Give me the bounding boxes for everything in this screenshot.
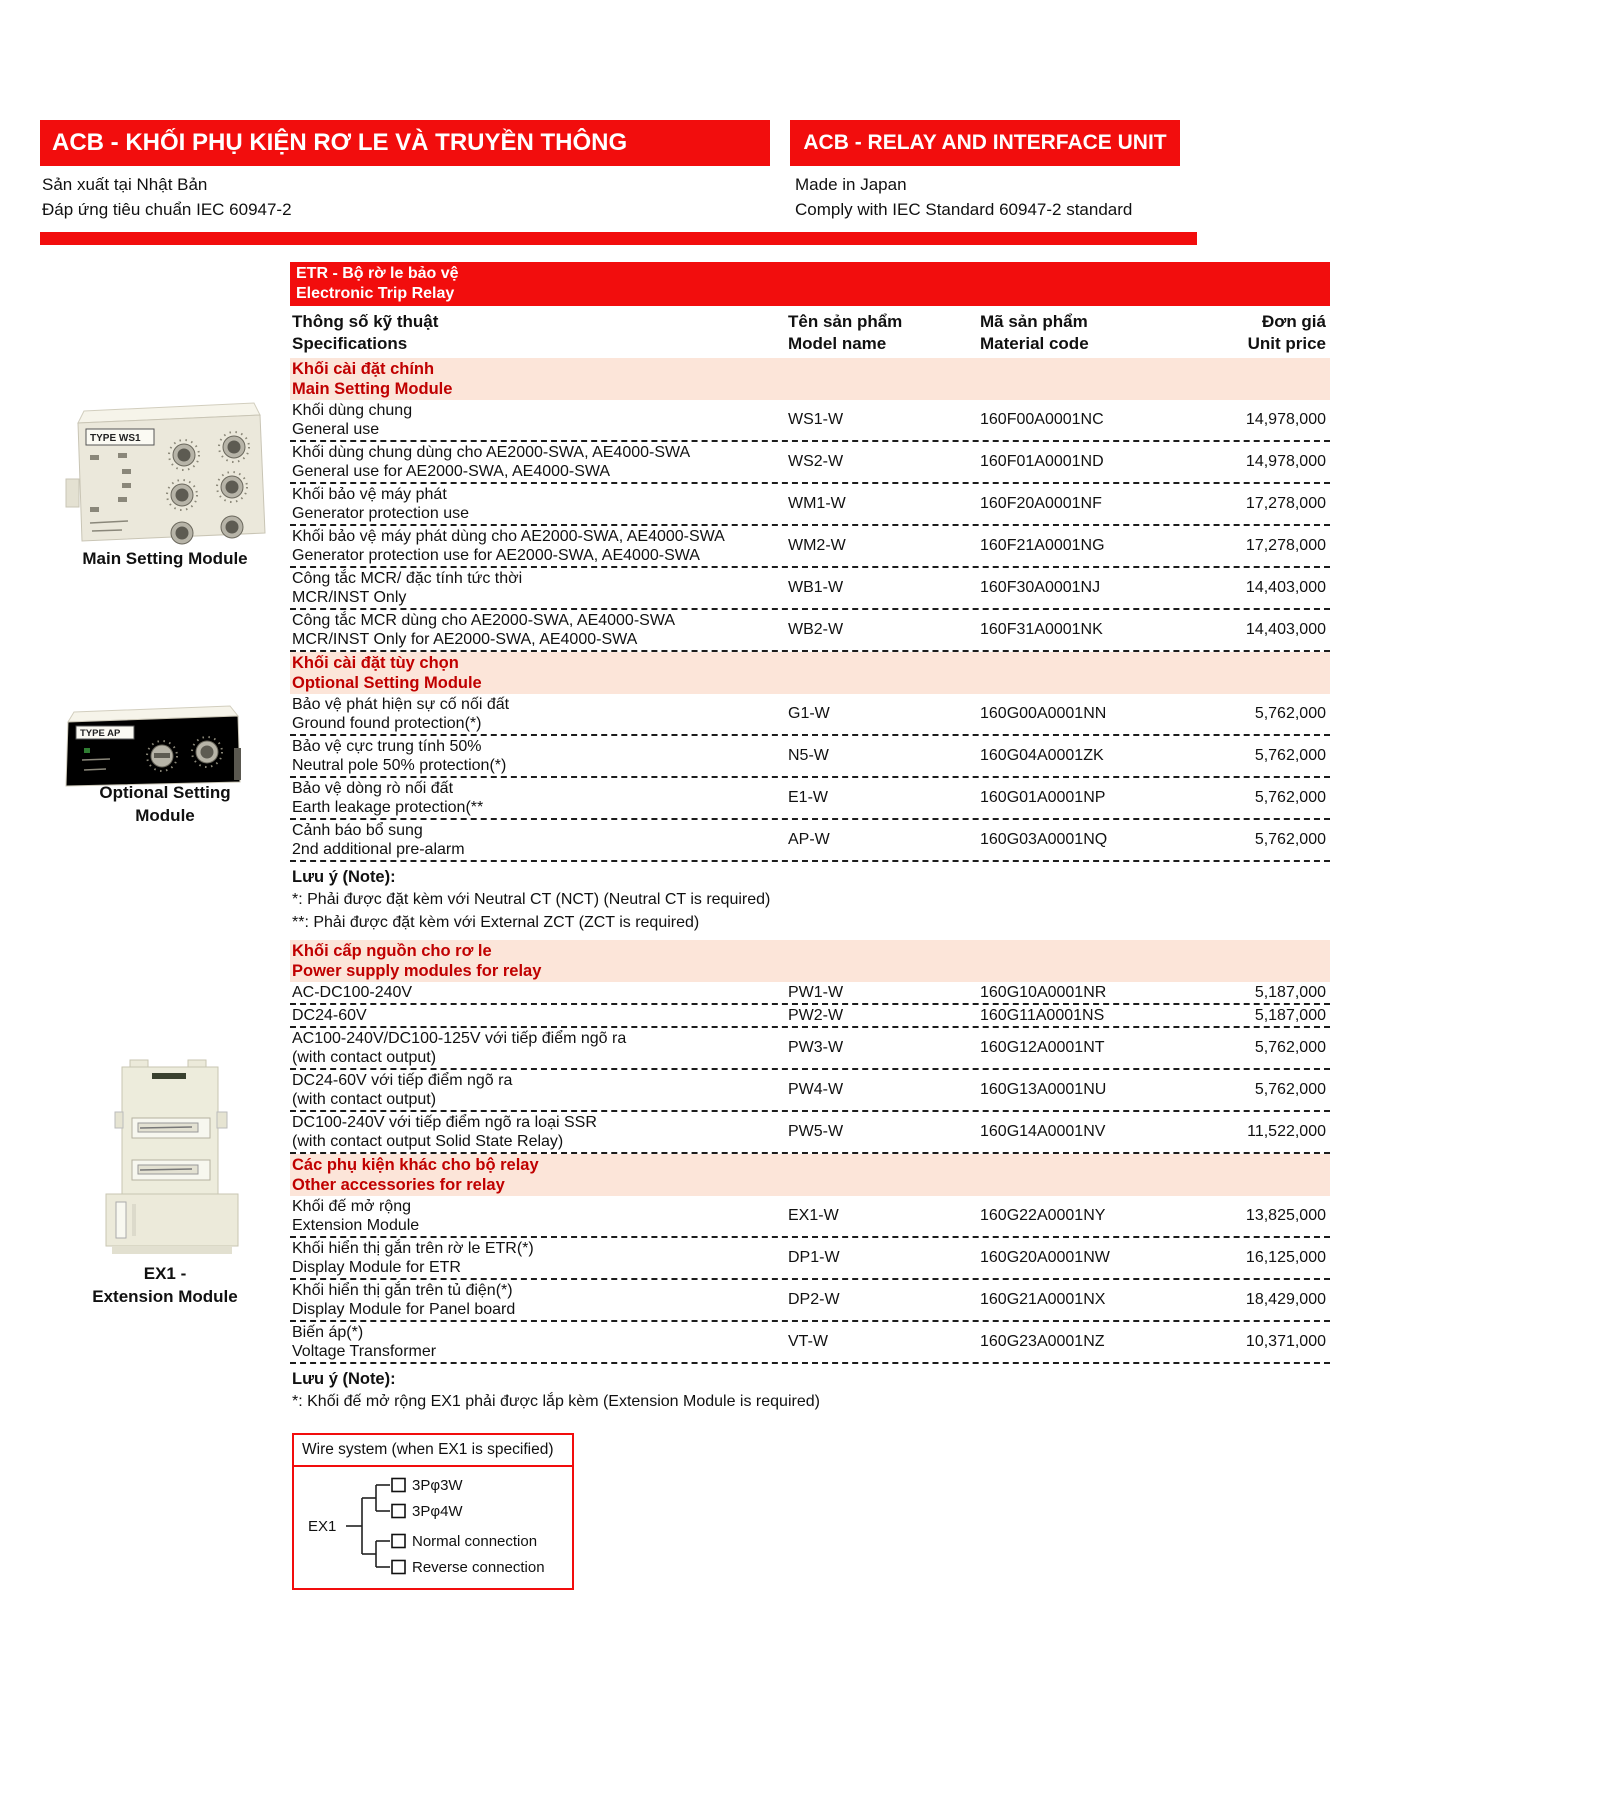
note-line: *: Khối đế mở rộng EX1 phải được lắp kèm (Extension Module is required) bbox=[292, 1393, 820, 1410]
wire-option-label: 3Pφ3W bbox=[412, 1477, 463, 1494]
spec-en: MCR/INST Only bbox=[292, 589, 407, 606]
table-row bbox=[290, 1112, 1330, 1154]
spec-en: General use for AE2000-SWA, AE4000-SWA bbox=[292, 463, 611, 480]
unit-price: 14,978,000 bbox=[1245, 453, 1326, 470]
red-divider-rule bbox=[40, 232, 1197, 245]
unit-price: 17,278,000 bbox=[1245, 495, 1326, 512]
spec-vi: Cảnh báo bổ sung bbox=[292, 822, 423, 839]
model-name: PW2-W bbox=[788, 1006, 844, 1024]
main-setting-module-photo bbox=[62, 383, 274, 550]
optional-setting-module-image bbox=[62, 690, 244, 790]
spec-en: 2nd additional pre-alarm bbox=[292, 841, 465, 858]
model-name: EX1-W bbox=[788, 1207, 839, 1224]
spec-vi: Khối đế mở rộng bbox=[292, 1198, 411, 1215]
unit-price: 11,522,000 bbox=[1247, 1123, 1326, 1140]
spec-vi: Khối bảo vệ máy phát bbox=[292, 486, 447, 503]
spec-vi: AC-DC100-240V bbox=[292, 984, 413, 1001]
unit-price: 16,125,000 bbox=[1245, 1249, 1326, 1266]
table-row bbox=[290, 484, 1330, 526]
header-left-banner bbox=[40, 120, 770, 166]
wire-system-diagram bbox=[292, 1433, 574, 1590]
etr-banner-en: Electronic Trip Relay bbox=[296, 285, 455, 302]
model-name: WS1-W bbox=[788, 411, 844, 428]
model-name: VT-W bbox=[788, 1333, 828, 1350]
wire-option-label: Reverse connection bbox=[412, 1559, 545, 1576]
spec-vi: Công tắc MCR dùng cho AE2000-SWA, AE4000-SWA bbox=[292, 612, 676, 629]
etr-banner-vi: ETR - Bộ rờ le bảo vệ bbox=[296, 265, 459, 282]
wire-root-label: EX1 bbox=[308, 1518, 337, 1535]
table-row bbox=[290, 1028, 1330, 1070]
note-title: Lưu ý (Note): bbox=[292, 1370, 396, 1388]
wire-system-tree bbox=[294, 1467, 571, 1583]
table-row bbox=[290, 568, 1330, 610]
unit-price: 13,825,000 bbox=[1245, 1207, 1326, 1224]
material-code: 160G04A0001ZK bbox=[980, 747, 1104, 764]
spec-vi: Khối hiển thị gắn trên tủ điện(*) bbox=[292, 1282, 513, 1299]
checkbox-icon bbox=[392, 1561, 405, 1574]
spec-vi: Biến áp(*) bbox=[292, 1324, 364, 1341]
material-code: 160G03A0001NQ bbox=[980, 831, 1108, 848]
material-code: 160G23A0001NZ bbox=[980, 1333, 1105, 1350]
col-spec-en: Specifications bbox=[292, 334, 408, 353]
model-name: WM2-W bbox=[788, 537, 846, 554]
note-title: Lưu ý (Note): bbox=[292, 868, 396, 886]
spec-en: (with contact output) bbox=[292, 1049, 437, 1066]
table-row bbox=[290, 820, 1330, 862]
spec-en: Neutral pole 50% protection(*) bbox=[292, 757, 507, 774]
caption-ex1-extension-module: EX1 - Extension Module bbox=[92, 1264, 238, 1306]
table-row bbox=[290, 442, 1330, 484]
caption-main-setting-module: Main Setting Module bbox=[82, 549, 248, 568]
col-model-vi: Tên sản phẩm bbox=[788, 312, 903, 331]
table-row bbox=[290, 778, 1330, 820]
material-code: 160G12A0001NT bbox=[980, 1039, 1105, 1056]
col-code-en: Material code bbox=[980, 334, 1089, 353]
material-code: 160G11A0001NS bbox=[980, 1006, 1105, 1024]
note-block-optional bbox=[290, 862, 1330, 940]
module-type-label: TYPE AP bbox=[80, 728, 121, 739]
section-header-power-supply: Khối cấp nguồn cho rơ le Power supply modules for relay bbox=[290, 940, 1330, 982]
model-name: WM1-W bbox=[788, 495, 846, 512]
table-row bbox=[290, 694, 1330, 736]
spec-vi: DC100-240V với tiếp điểm ngõ ra loại SSR bbox=[292, 1114, 597, 1131]
standard-vi: Đáp ứng tiêu chuẩn IEC 60947-2 bbox=[42, 200, 292, 219]
spec-vi: Khối hiển thị gắn trên rờ le ETR(*) bbox=[292, 1240, 534, 1257]
unit-price: 14,978,000 bbox=[1245, 411, 1326, 428]
column-header-row bbox=[290, 306, 1330, 358]
spec-en: Voltage Transformer bbox=[292, 1343, 437, 1360]
spec-vi: Bảo vệ dòng rò nối đất bbox=[292, 780, 454, 797]
unit-price: 10,371,000 bbox=[1245, 1333, 1326, 1350]
spec-en: Generator protection use for AE2000-SWA, AE4000-SWA bbox=[292, 547, 700, 564]
material-code: 160G00A0001NN bbox=[980, 705, 1107, 722]
table-row bbox=[290, 610, 1330, 652]
etr-price-table bbox=[290, 262, 1330, 1590]
unit-price: 5,762,000 bbox=[1254, 789, 1326, 806]
unit-price: 14,403,000 bbox=[1245, 621, 1326, 638]
spec-en: Display Module for ETR bbox=[292, 1259, 461, 1276]
model-name: N5-W bbox=[788, 747, 829, 764]
spec-en: Earth leakage protection(** bbox=[292, 799, 484, 816]
table-row bbox=[290, 400, 1330, 442]
note-line: **: Phải được đặt kèm với External ZCT (ZCT is required) bbox=[292, 914, 700, 931]
table-row bbox=[290, 1280, 1330, 1322]
optional-setting-module-photo bbox=[62, 690, 244, 795]
spec-en: (with contact output Solid State Relay) bbox=[292, 1133, 564, 1150]
unit-price: 5,762,000 bbox=[1254, 747, 1326, 764]
ex1-extension-module-image bbox=[92, 1052, 252, 1258]
table-row bbox=[290, 736, 1330, 778]
model-name: DP1-W bbox=[788, 1249, 840, 1266]
table-row bbox=[290, 1322, 1330, 1364]
unit-price: 5,187,000 bbox=[1254, 1006, 1326, 1024]
page-title-en: ACB - RELAY AND INTERFACE UNIT bbox=[803, 131, 1167, 154]
spec-vi: Công tắc MCR/ đặc tính tức thời bbox=[292, 570, 523, 587]
wire-system-title: Wire system (when EX1 is specified) bbox=[294, 1435, 572, 1467]
material-code: 160G22A0001NY bbox=[980, 1207, 1106, 1224]
model-name: PW1-W bbox=[788, 983, 844, 1001]
section-header-other-accessories: Các phụ kiện khác cho bộ relay Other accessories for relay bbox=[290, 1154, 1330, 1196]
unit-price: 5,762,000 bbox=[1254, 705, 1326, 722]
note-block-accessories bbox=[290, 1364, 1330, 1419]
material-code: 160G14A0001NV bbox=[980, 1123, 1106, 1140]
material-code: 160G20A0001NW bbox=[980, 1249, 1110, 1266]
unit-price: 5,762,000 bbox=[1254, 1081, 1326, 1098]
model-name: G1-W bbox=[788, 705, 830, 722]
made-in-en: Made in Japan bbox=[795, 175, 907, 194]
col-price-vi: Đơn giá bbox=[1261, 312, 1326, 331]
ex1-extension-module-photo bbox=[92, 1052, 252, 1263]
model-name: DP2-W bbox=[788, 1291, 840, 1308]
spec-en: Display Module for Panel board bbox=[292, 1301, 516, 1318]
unit-price: 17,278,000 bbox=[1245, 537, 1326, 554]
col-spec-vi: Thông số kỹ thuật bbox=[292, 312, 439, 331]
material-code: 160G13A0001NU bbox=[980, 1081, 1107, 1098]
model-name: AP-W bbox=[788, 831, 830, 848]
material-code: 160F01A0001ND bbox=[980, 453, 1104, 470]
main-setting-module-image bbox=[62, 383, 274, 545]
spec-en: (with contact output) bbox=[292, 1091, 437, 1108]
material-code: 160G10A0001NR bbox=[980, 983, 1107, 1001]
spec-en: Generator protection use bbox=[292, 505, 469, 522]
spec-vi: AC100-240V/DC100-125V với tiếp điểm ngõ ra bbox=[292, 1030, 627, 1047]
col-code-vi: Mã sản phẩm bbox=[980, 312, 1088, 331]
model-name: WB1-W bbox=[788, 579, 844, 596]
model-name: E1-W bbox=[788, 789, 828, 806]
table-row bbox=[290, 1196, 1330, 1238]
page-title-vi: ACB - KHỐI PHỤ KIỆN RƠ LE VÀ TRUYỀN THÔNG bbox=[52, 129, 628, 156]
table-row bbox=[290, 1238, 1330, 1280]
spec-vi: Bảo vệ phát hiện sự cố nối đất bbox=[292, 696, 510, 713]
model-name: PW5-W bbox=[788, 1123, 844, 1140]
unit-price: 5,762,000 bbox=[1254, 831, 1326, 848]
note-line: *: Phải được đặt kèm với Neutral CT (NCT) (Neutral CT is required) bbox=[292, 891, 771, 908]
model-name: PW4-W bbox=[788, 1081, 844, 1098]
section-header-main-setting: Khối cài đặt chính Main Setting Module bbox=[290, 358, 1330, 400]
module-type-label: TYPE WS1 bbox=[90, 433, 141, 444]
header-right-banner bbox=[790, 120, 1180, 166]
spec-vi: Khối bảo vệ máy phát dùng cho AE2000-SWA, AE4000-SWA bbox=[292, 528, 725, 545]
standard-en: Comply with IEC Standard 60947-2 standard bbox=[795, 200, 1133, 219]
section-header-optional-setting: Khối cài đặt tùy chọn Optional Setting Module bbox=[290, 652, 1330, 694]
wire-option-label: 3Pφ4W bbox=[412, 1503, 463, 1520]
material-code: 160G01A0001NP bbox=[980, 789, 1106, 806]
spec-vi: Khối dùng chung bbox=[292, 402, 413, 419]
unit-price: 14,403,000 bbox=[1245, 579, 1326, 596]
table-row bbox=[290, 526, 1330, 568]
etr-section-banner bbox=[290, 262, 1330, 306]
material-code: 160G21A0001NX bbox=[980, 1291, 1106, 1308]
spec-vi: DC24-60V với tiếp điểm ngõ ra bbox=[292, 1072, 513, 1089]
checkbox-icon bbox=[392, 1535, 405, 1548]
checkbox-icon bbox=[392, 1505, 405, 1518]
table-row bbox=[290, 1005, 1330, 1028]
table-row bbox=[290, 982, 1330, 1005]
col-model-en: Model name bbox=[788, 334, 887, 353]
spec-en: Extension Module bbox=[292, 1217, 420, 1234]
material-code: 160F30A0001NJ bbox=[980, 579, 1101, 596]
spec-en: MCR/INST Only for AE2000-SWA, AE4000-SWA bbox=[292, 631, 638, 648]
unit-price: 18,429,000 bbox=[1245, 1291, 1326, 1308]
checkbox-icon bbox=[392, 1479, 405, 1492]
spec-vi: Bảo vệ cực trung tính 50% bbox=[292, 738, 482, 755]
material-code: 160F31A0001NK bbox=[980, 621, 1103, 638]
wire-option-label: Normal connection bbox=[412, 1533, 538, 1550]
material-code: 160F21A0001NG bbox=[980, 537, 1105, 554]
material-code: 160F20A0001NF bbox=[980, 495, 1102, 512]
caption-optional-setting-module: Optional Setting Module bbox=[99, 783, 231, 825]
material-code: 160F00A0001NC bbox=[980, 411, 1104, 428]
model-name: PW3-W bbox=[788, 1039, 844, 1056]
spec-en: Ground found protection(*) bbox=[292, 715, 482, 732]
unit-price: 5,187,000 bbox=[1254, 983, 1326, 1001]
spec-vi: DC24-60V bbox=[292, 1007, 367, 1024]
header-left-subtitles bbox=[42, 172, 292, 222]
made-in-vi: Sản xuất tại Nhật Bản bbox=[42, 175, 208, 194]
header-right-subtitles bbox=[795, 172, 1132, 222]
spec-vi: Khối dùng chung dùng cho AE2000-SWA, AE4000-SWA bbox=[292, 444, 691, 461]
col-price-en: Unit price bbox=[1247, 334, 1326, 353]
spec-en: General use bbox=[292, 421, 380, 438]
model-name: WS2-W bbox=[788, 453, 844, 470]
table-row bbox=[290, 1070, 1330, 1112]
model-name: WB2-W bbox=[788, 621, 844, 638]
unit-price: 5,762,000 bbox=[1254, 1039, 1326, 1056]
